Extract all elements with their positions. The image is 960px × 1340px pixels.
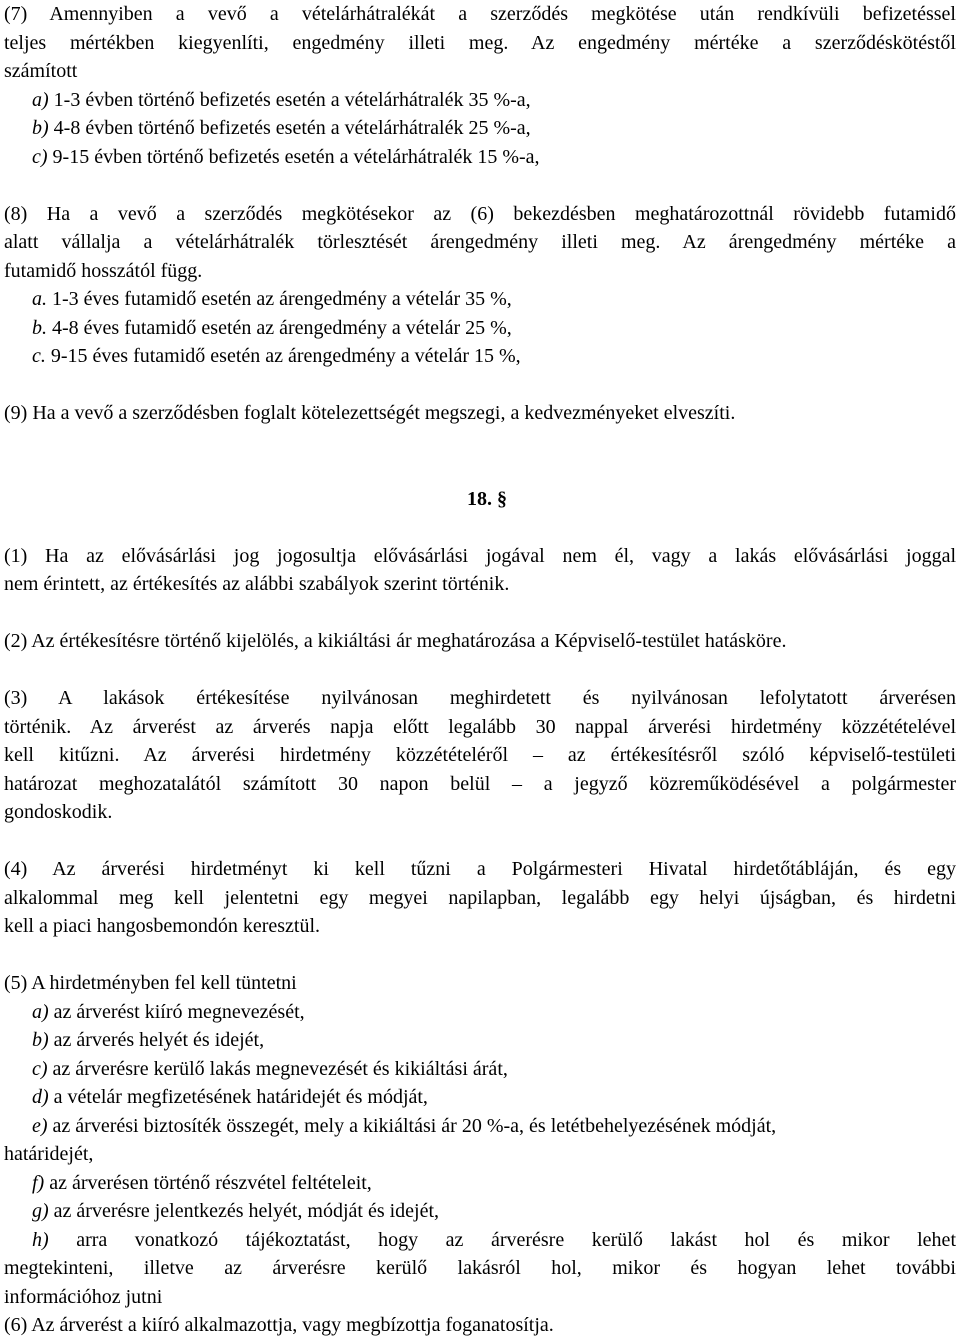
- list-item-text: 1-3 évben történő befizetés esetén a vételárhátralék 35 %-a,: [48, 88, 531, 111]
- paragraph-s3-line: határozat meghozatalától számított 30 napon belül – a jegyző közreműködésével a polgármester: [4, 772, 956, 795]
- paragraph-s3: [4, 684, 956, 827]
- list-item-text: a vételár megfizetésének határidejét és módját,: [48, 1086, 428, 1108]
- list-item: [4, 1169, 956, 1198]
- list-marker: h): [32, 1228, 49, 1251]
- paragraph-s4: [4, 855, 956, 941]
- list-item: [4, 342, 956, 371]
- paragraph-s4-line: (4) Az árverési hirdetményt ki kell tűzni a Polgármesteri Hivatal hirdetőtábláján, és egy: [4, 858, 956, 880]
- paragraph-s3-line: történik. Az árverést az árverés napja előtt legalább 30 nappal árverési hirdetmény közzétételével: [4, 715, 956, 738]
- list-item: [4, 1055, 956, 1084]
- list-marker: c): [32, 1057, 48, 1080]
- list-marker: f): [32, 1171, 45, 1194]
- list-item: [4, 314, 956, 343]
- list-item: [4, 1226, 956, 1255]
- list-item-text: 9-15 évben történő befizetés esetén a vételárhátralék 15 %-a,: [47, 145, 540, 168]
- paragraph-s5: [4, 969, 956, 1311]
- list-item-text: 1-3 éves futamidő esetén az árengedmény a vételár 35 %,: [47, 288, 512, 310]
- list-item: [4, 1112, 956, 1141]
- list-marker: a): [32, 1000, 49, 1023]
- paragraph-s4-line: alkalommal meg kell jelentetni egy megyei napilapban, legalább egy helyi újságban, és hirdetni: [4, 886, 956, 909]
- paragraph-9: (9) Ha a vevő a szerződésben foglalt kötelezettségét megszegi, a kedvezményeket elveszíti.: [4, 402, 736, 424]
- paragraph-8-line: futamidő hosszától függ.: [4, 259, 203, 282]
- list-item: [4, 143, 956, 172]
- paragraph-s2: (2) Az értékesítésre történő kijelölés, a kikiáltási ár meghatározása a Képviselő-testület hatásköre.: [4, 630, 787, 652]
- list-marker: e): [32, 1114, 48, 1137]
- list-marker: d): [32, 1086, 49, 1108]
- list-item-continuation: megtekinteni, illetve az árverésre kerülő lakásról hol, mikor és hogyan lehet további: [4, 1257, 956, 1279]
- list-item-text: arra vonatkozó tájékoztatást, hogy az árverésre kerülő lakást hol és mikor lehet: [48, 1228, 956, 1251]
- list-item: [4, 1026, 956, 1055]
- list-item-continuation: információhoz jutni: [4, 1285, 163, 1308]
- list-item-text: 4-8 éves futamidő esetén az árengedmény a vételár 25 %,: [47, 316, 512, 339]
- paragraph-8-line: (8) Ha a vevő a szerződés megkötésekor az (6) bekezdésben meghatározottnál rövidebb futamidő: [4, 202, 956, 225]
- list-item: [4, 285, 956, 314]
- list-marker: g): [32, 1200, 49, 1222]
- paragraph-s1: [4, 542, 956, 599]
- paragraph-s1-line: nem érintett, az értékesítés az alábbi szabályok szerint történik.: [4, 573, 510, 595]
- paragraph-7: [4, 0, 956, 171]
- list-item-text: az árverés helyét és idejét,: [48, 1029, 265, 1051]
- paragraph-s1-line: (1) Ha az elővásárlási jog jogosultja elővásárlási jogával nem él, vagy a lakás elővásárlási joggal: [4, 544, 956, 567]
- paragraph-s6: (6) Az árverést a kiíró alkalmazottja, vagy megbízottja foganatosítja.: [4, 1314, 554, 1336]
- list-marker: b.: [32, 316, 47, 339]
- paragraph-s5-intro: (5) A hirdetményben fel kell tüntetni: [4, 972, 297, 994]
- list-item-text: 9-15 éves futamidő esetén az árengedmény a vételár 15 %,: [45, 345, 521, 367]
- paragraph-s3-line: kell kitűzni. Az árverési hirdetmény közzétételéről – az értékesítésről szóló képviselő-testületi: [4, 744, 956, 766]
- list-item: [4, 1197, 956, 1226]
- list-item-text: az árverésre kerülő lakás megnevezését és kikiáltási árát,: [47, 1057, 508, 1080]
- list-marker: a.: [32, 288, 47, 310]
- list-marker: b): [32, 117, 49, 139]
- paragraph-s4-line: kell a piaci hangosbemondón keresztül.: [4, 915, 321, 937]
- list-item-text: 4-8 évben történő befizetés esetén a vételárhátralék 25 %-a,: [48, 117, 531, 139]
- paragraph-7-line: (7) Amennyiben a vevő a vételárhátralékát a szerződés megkötése után rendkívüli befizetéssel: [4, 3, 956, 25]
- list-item: [4, 86, 956, 115]
- document-page: [4, 0, 956, 1340]
- list-item-text: az árverésen történő részvétel feltételeit,: [44, 1171, 372, 1194]
- section-heading: 18. §: [467, 487, 507, 510]
- list-marker: b): [32, 1029, 49, 1051]
- paragraph-s3-line: gondoskodik.: [4, 801, 113, 823]
- list-item-text: az árverésre jelentkezés helyét, módját és idejét,: [48, 1200, 440, 1222]
- paragraph-8-line: alatt vállalja a vételárhátralék törlesztését árengedmény illeti meg. Az árengedmény mértéke a: [4, 231, 956, 253]
- list-item: [4, 1083, 956, 1112]
- list-marker: c.: [32, 345, 46, 367]
- paragraph-7-line: teljes mértékben kiegyenlíti, engedmény illeti meg. Az engedmény mértéke a szerződéskötéstől: [4, 31, 956, 54]
- list-item-text: az árverési biztosíték összegét, mely a kikiáltási ár 20 %-a, és letétbehelyezésének módját,: [47, 1114, 777, 1137]
- paragraph-7-line: számított: [4, 60, 78, 82]
- paragraph-8: [4, 200, 956, 371]
- paragraph-s3-line: (3) A lakások értékesítése nyilvánosan meghirdetett és nyilvánosan lefolytatott árverésen: [4, 687, 956, 709]
- list-item-text: az árverést kiíró megnevezését,: [48, 1000, 305, 1023]
- list-marker: a): [32, 88, 49, 111]
- list-item: [4, 114, 956, 143]
- list-item: [4, 998, 956, 1027]
- list-item-continuation: határidejét,: [4, 1143, 94, 1165]
- list-marker: c): [32, 145, 48, 168]
